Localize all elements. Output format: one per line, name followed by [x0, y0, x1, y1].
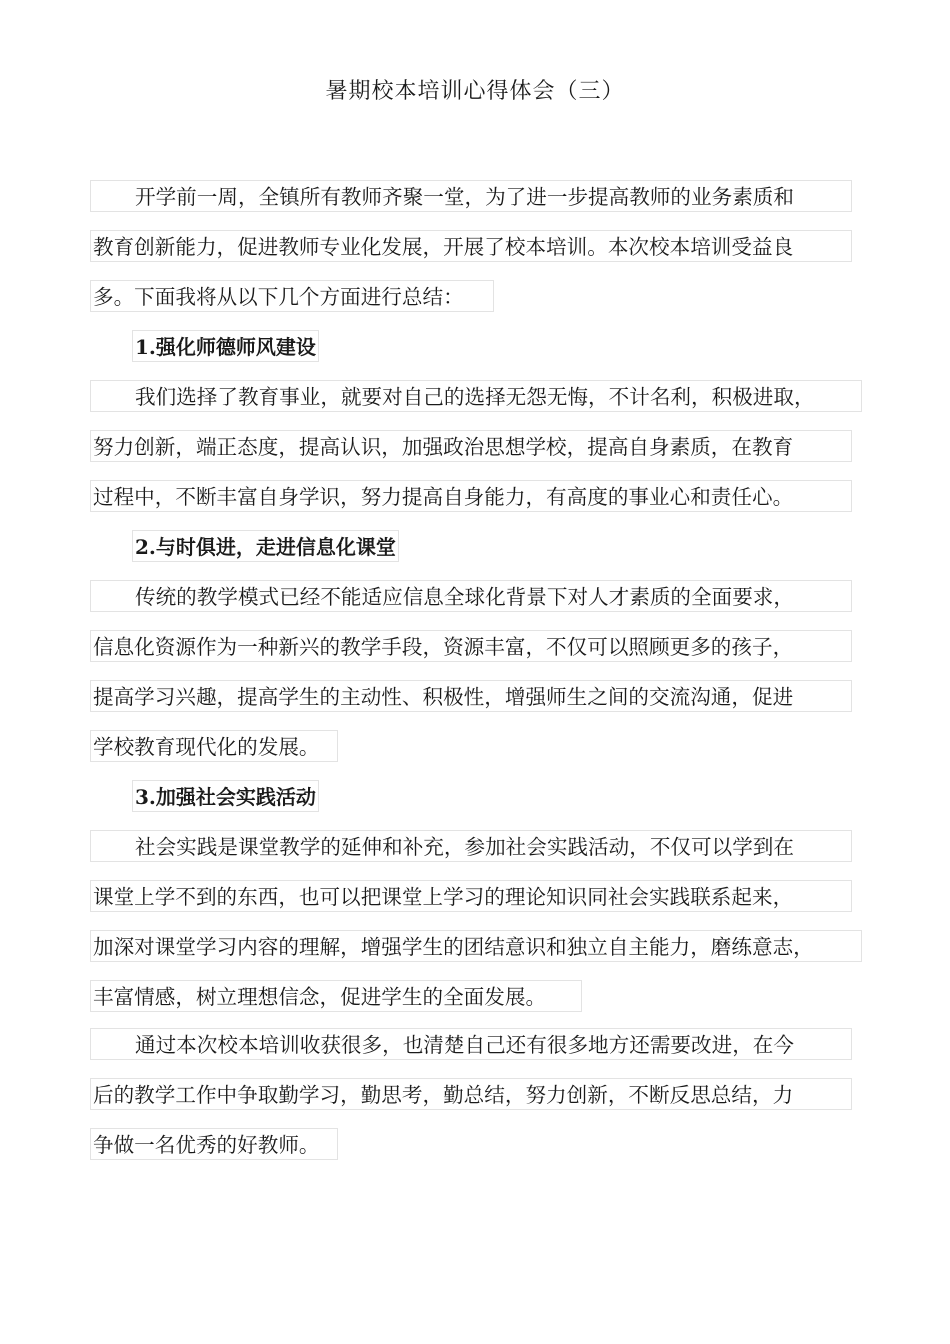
paragraph-line: 我们选择了教育事业，就要对自己的选择无怨无悔，不计名利，积极进取，	[90, 380, 862, 412]
section-heading: 1.强化师德师风建设	[132, 330, 319, 362]
paragraph-line: 提高学习兴趣，提高学生的主动性、积极性，增强师生之间的交流沟通，促进	[90, 680, 852, 712]
section-heading: 2.与时俱进，走进信息化课堂	[132, 530, 399, 562]
paragraph-line: 课堂上学不到的东西，也可以把课堂上学习的理论知识同社会实践联系起来，	[90, 880, 852, 912]
paragraph-line: 多。下面我将从以下几个方面进行总结：	[90, 280, 494, 312]
paragraph-line: 传统的教学模式已经不能适应信息全球化背景下对人才素质的全面要求，	[90, 580, 852, 612]
paragraph-line: 开学前一周，全镇所有教师齐聚一堂，为了进一步提高教师的业务素质和	[90, 180, 852, 212]
paragraph-line: 教育创新能力，促进教师专业化发展，开展了校本培训。本次校本培训受益良	[90, 230, 852, 262]
paragraph-line: 信息化资源作为一种新兴的教学手段，资源丰富，不仅可以照顾更多的孩子，	[90, 630, 852, 662]
paragraph-line: 社会实践是课堂教学的延伸和补充，参加社会实践活动，不仅可以学到在	[90, 830, 852, 862]
section-heading: 3.加强社会实践活动	[132, 780, 319, 812]
document-title: 暑期校本培训心得体会（三）	[325, 79, 625, 104]
paragraph-line: 努力创新，端正态度，提高认识，加强政治思想学校，提高自身素质，在教育	[90, 430, 852, 462]
paragraph-line: 后的教学工作中争取勤学习，勤思考，勤总结，努力创新，不断反思总结，力	[90, 1078, 852, 1110]
paragraph-line: 加深对课堂学习内容的理解，增强学生的团结意识和独立自主能力，磨练意志，	[90, 930, 862, 962]
paragraph-line: 过程中，不断丰富自身学识，努力提高自身能力，有高度的事业心和责任心。	[90, 480, 852, 512]
paragraph-line: 通过本次校本培训收获很多，也清楚自己还有很多地方还需要改进，在今	[90, 1028, 852, 1060]
paragraph-line: 学校教育现代化的发展。	[90, 730, 338, 762]
paragraph-line: 争做一名优秀的好教师。	[90, 1128, 338, 1160]
paragraph-line: 丰富情感，树立理想信念，促进学生的全面发展。	[90, 980, 582, 1012]
